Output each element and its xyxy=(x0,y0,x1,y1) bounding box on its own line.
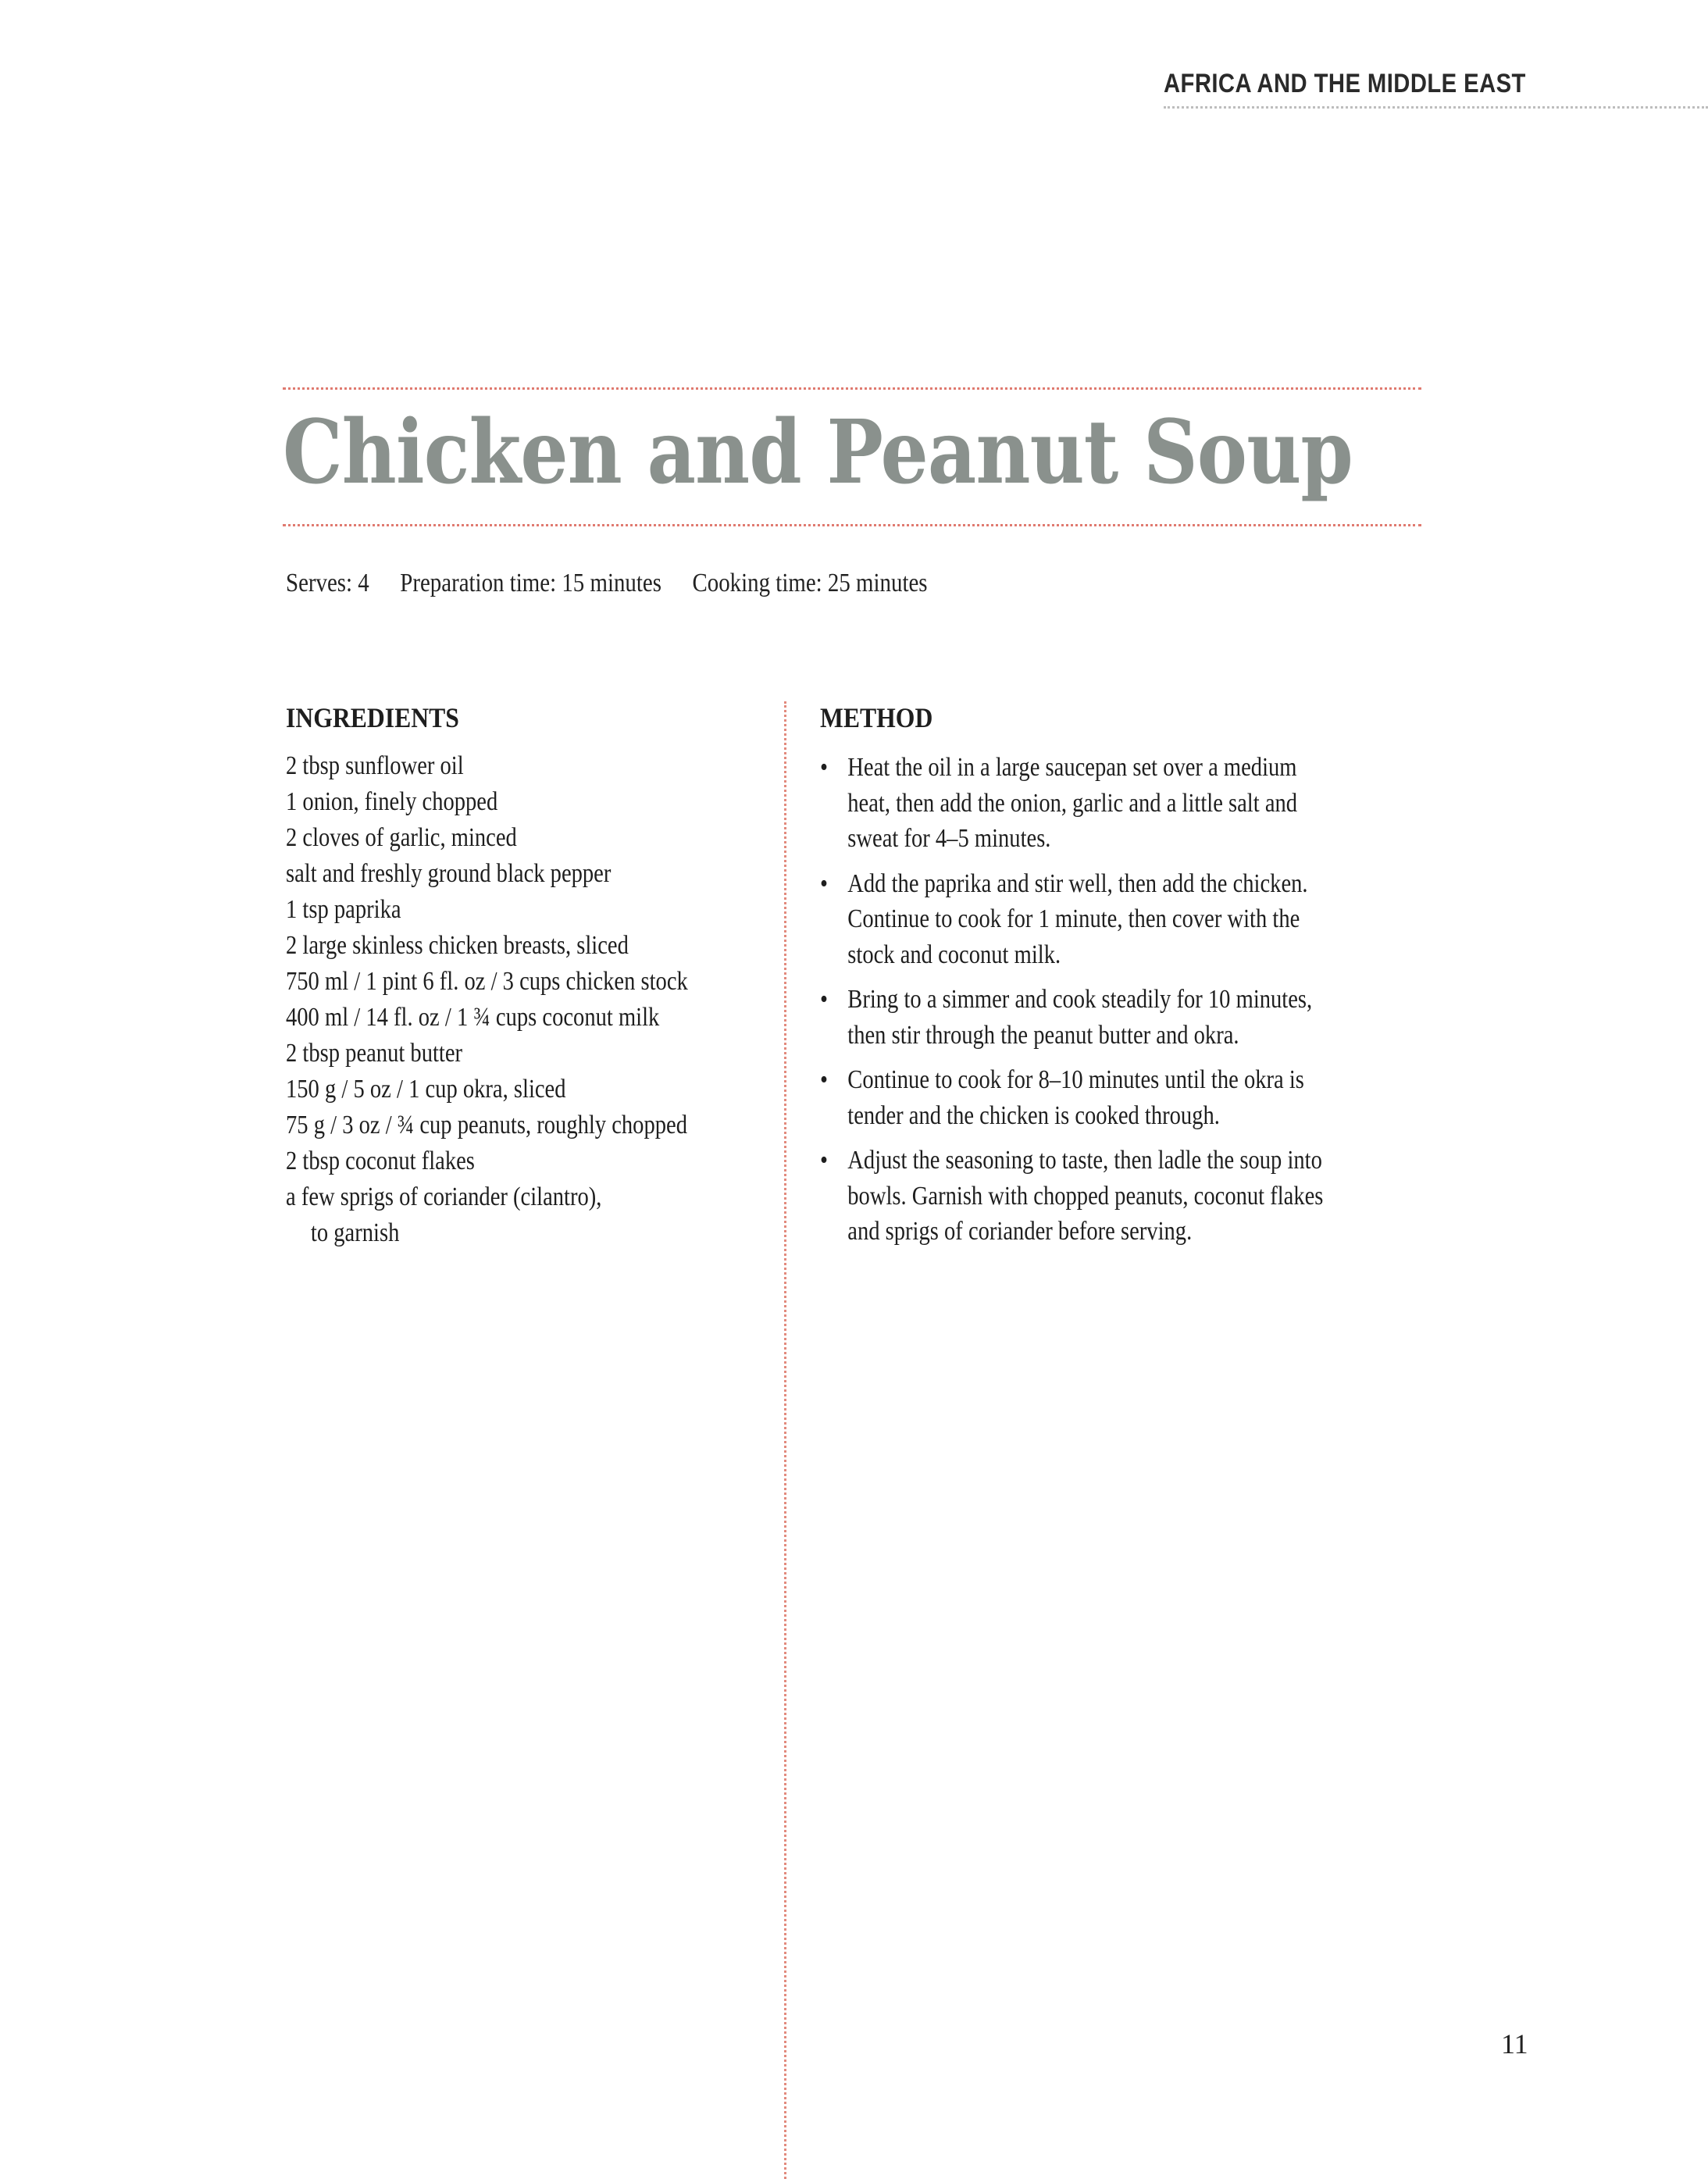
recipe-meta xyxy=(286,569,953,598)
method-step-line: stock and coconut milk. xyxy=(847,940,1061,969)
ingredients-list xyxy=(286,748,688,1251)
ingredient-item: 2 large skinless chicken breasts, sliced xyxy=(286,931,629,960)
ingredient-item-continuation: to garnish xyxy=(310,1218,400,1247)
title-rule-bottom xyxy=(283,524,1421,526)
method-step-line: Continue to cook for 1 minute, then cover with the xyxy=(847,904,1300,933)
page-title: Chicken and Peanut Soup xyxy=(283,401,1353,504)
ingredient-item: 2 cloves of garlic, minced xyxy=(286,823,517,852)
method-step-line: tender and the chicken is cooked through. xyxy=(847,1100,1220,1130)
method-heading: METHOD xyxy=(820,702,933,733)
bullet-icon: • xyxy=(820,753,829,782)
method-list xyxy=(820,750,1410,1259)
method-step-line: heat, then add the onion, garlic and a little salt and xyxy=(847,788,1298,818)
bullet-icon: • xyxy=(820,868,829,898)
ingredient-item: salt and freshly ground black pepper xyxy=(286,859,612,888)
ingredient-item: 400 ml / 14 fl. oz / 1 ¾ cups coconut milk xyxy=(286,1003,660,1032)
ingredient-item: 1 onion, finely chopped xyxy=(286,787,498,816)
ingredient-item: 750 ml / 1 pint 6 fl. oz / 3 cups chicken stock xyxy=(286,967,688,996)
method-step xyxy=(820,1062,1410,1133)
ingredient-item: 1 tsp paprika xyxy=(286,895,401,924)
method-step xyxy=(820,750,1410,857)
method-step-line: and sprigs of coriander before serving. xyxy=(847,1217,1193,1246)
ingredients-heading: INGREDIENTS xyxy=(286,702,459,733)
method-step-line: Add the paprika and stir well, then add the chicken. xyxy=(847,868,1308,898)
ingredient-item: 2 tbsp sunflower oil xyxy=(286,751,464,780)
cook-time-text: Cooking time: 25 minutes xyxy=(692,569,928,597)
bullet-icon: • xyxy=(820,1146,829,1175)
method-step-line: Continue to cook for 8–10 minutes until the okra is xyxy=(847,1065,1304,1094)
ingredient-item: 75 g / 3 oz / ¾ cup peanuts, roughly chopped xyxy=(286,1111,687,1139)
method-step-line: sweat for 4–5 minutes. xyxy=(847,824,1051,853)
bullet-icon: • xyxy=(820,985,829,1014)
page-number: 11 xyxy=(1501,2028,1528,2060)
method-step-line: Heat the oil in a large saucepan set over a medium xyxy=(847,753,1297,782)
ingredient-item: 2 tbsp peanut butter xyxy=(286,1039,463,1068)
ingredient-item: 2 tbsp coconut flakes xyxy=(286,1147,475,1175)
method-step-line: Bring to a simmer and cook steadily for 10 minutes, xyxy=(847,985,1313,1014)
ingredient-item: 150 g / 5 oz / 1 cup okra, sliced xyxy=(286,1075,566,1104)
title-rule-top xyxy=(283,387,1421,390)
serves-text: Serves: 4 xyxy=(286,569,369,597)
method-step-line: then stir through the peanut butter and okra. xyxy=(847,1020,1239,1050)
method-step xyxy=(820,982,1410,1053)
running-header-rule xyxy=(1164,106,1708,109)
method-step xyxy=(820,1143,1410,1250)
running-header-text: AFRICA AND THE MIDDLE EAST xyxy=(1164,69,1526,98)
prep-time-text: Preparation time: 15 minutes xyxy=(400,569,661,597)
method-step-line: Adjust the seasoning to taste, then ladle the soup into xyxy=(847,1146,1322,1175)
column-divider xyxy=(784,701,786,2179)
method-step-line: bowls. Garnish with chopped peanuts, coconut flakes xyxy=(847,1181,1324,1211)
running-header xyxy=(1164,69,1708,109)
bullet-icon: • xyxy=(820,1065,829,1094)
ingredient-item: a few sprigs of coriander (cilantro), xyxy=(286,1182,602,1211)
method-step xyxy=(820,866,1410,973)
